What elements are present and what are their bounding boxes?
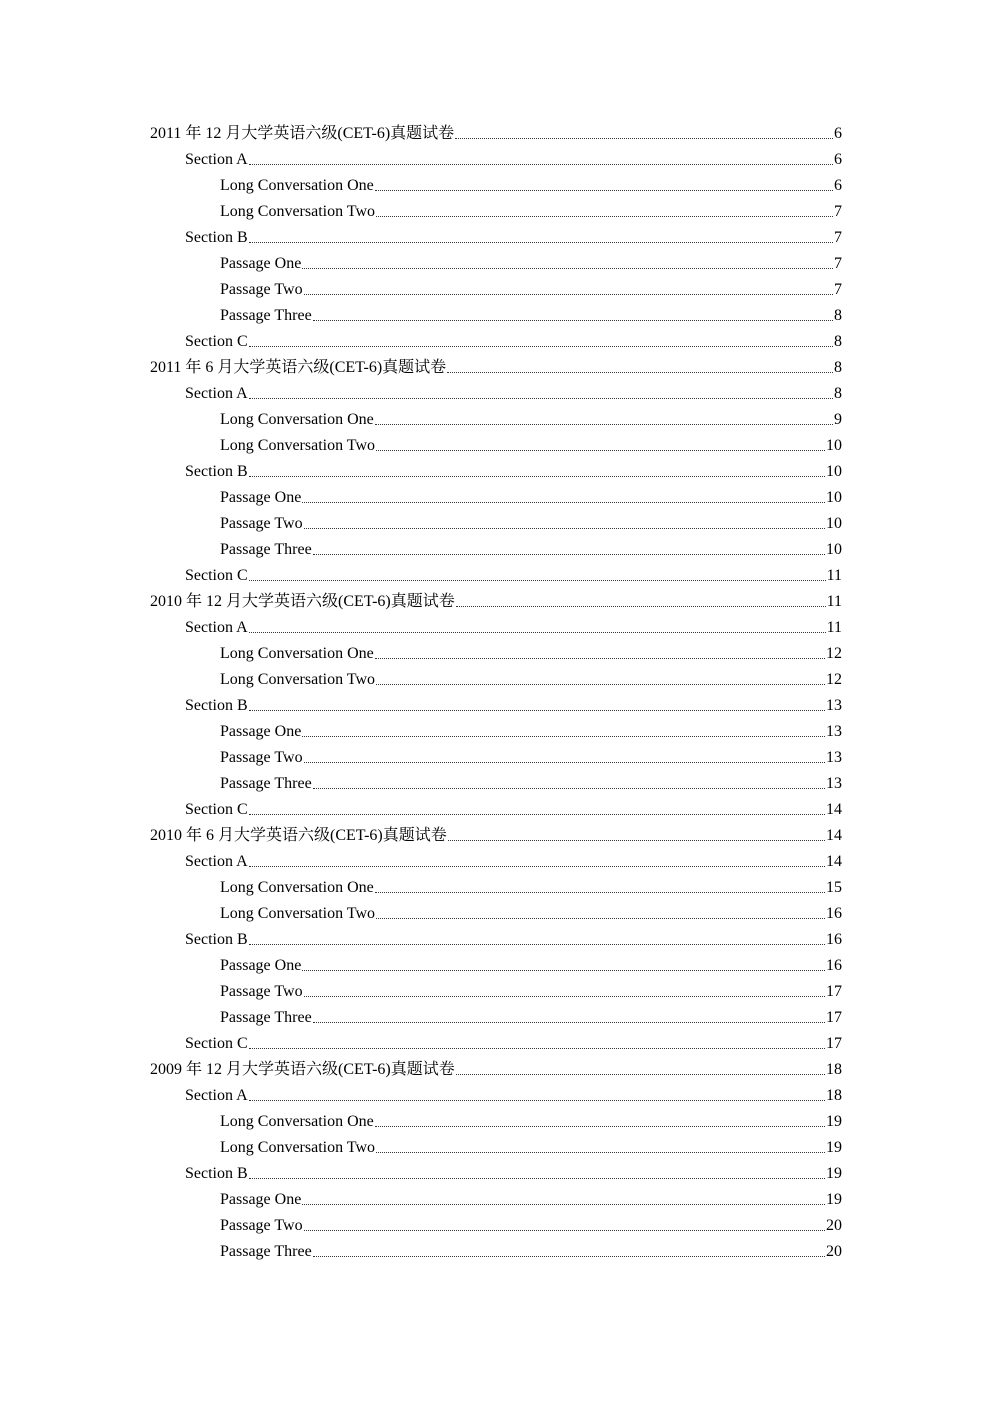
toc-dot-leader <box>376 684 825 685</box>
toc-entry-item[interactable] <box>150 303 842 329</box>
toc-entry-label: Section B <box>185 697 248 714</box>
toc-dot-leader <box>302 970 825 971</box>
toc-entry-label: Passage Two <box>220 1217 303 1234</box>
toc-entry-exam[interactable] <box>150 355 842 381</box>
toc-dot-leader <box>249 398 833 399</box>
toc-page-number: 17 <box>826 1009 842 1026</box>
toc-entry-item[interactable] <box>150 277 842 303</box>
toc-entry-section[interactable] <box>150 927 842 953</box>
toc-entry-label: Section B <box>185 931 248 948</box>
table-of-contents <box>150 121 842 1265</box>
toc-dot-leader <box>249 164 833 165</box>
toc-dot-leader <box>249 814 825 815</box>
toc-dot-leader <box>448 840 825 841</box>
toc-entry-item[interactable] <box>150 1187 842 1213</box>
toc-page-number: 18 <box>826 1087 842 1104</box>
toc-dot-leader <box>313 554 825 555</box>
toc-entry-label: Section A <box>185 619 248 636</box>
toc-entry-item[interactable] <box>150 485 842 511</box>
toc-entry-item[interactable] <box>150 537 842 563</box>
toc-dot-leader <box>302 502 825 503</box>
toc-entry-item[interactable] <box>150 511 842 537</box>
toc-entry-label: Passage One <box>220 255 302 272</box>
toc-dot-leader <box>304 762 825 763</box>
toc-dot-leader <box>304 996 825 997</box>
toc-dot-leader <box>302 268 833 269</box>
toc-dot-leader <box>304 1230 825 1231</box>
toc-entry-label: Section C <box>185 567 248 584</box>
toc-dot-leader <box>376 216 833 217</box>
toc-dot-leader <box>456 606 826 607</box>
toc-entry-exam[interactable] <box>150 1057 842 1083</box>
toc-entry-label: Passage One <box>220 1191 302 1208</box>
toc-dot-leader <box>375 190 833 191</box>
toc-entry-label: Passage Two <box>220 749 303 766</box>
toc-dot-leader <box>249 944 825 945</box>
toc-page-number: 16 <box>826 931 842 948</box>
toc-entry-item[interactable] <box>150 199 842 225</box>
toc-entry-item[interactable] <box>150 251 842 277</box>
toc-page-number: 19 <box>826 1113 842 1130</box>
toc-dot-leader <box>249 1048 825 1049</box>
toc-page-number: 6 <box>834 125 842 142</box>
toc-entry-label: Section C <box>185 1035 248 1052</box>
toc-dot-leader <box>376 918 825 919</box>
toc-page-number: 17 <box>826 983 842 1000</box>
toc-entry-section[interactable] <box>150 225 842 251</box>
toc-dot-leader <box>249 346 833 347</box>
toc-page-number: 10 <box>826 515 842 532</box>
toc-page-number: 14 <box>826 853 842 870</box>
toc-page-number: 19 <box>826 1165 842 1182</box>
toc-entry-label: Passage Three <box>220 307 312 324</box>
toc-entry-label: Section A <box>185 151 248 168</box>
toc-entry-item[interactable] <box>150 173 842 199</box>
toc-entry-label: Passage One <box>220 957 302 974</box>
toc-page-number: 7 <box>834 281 842 298</box>
toc-entry-label: 2011 年 6 月大学英语六级(CET-6)真题试卷 <box>150 359 447 376</box>
toc-entry-section[interactable] <box>150 381 842 407</box>
toc-entry-item[interactable] <box>150 979 842 1005</box>
toc-entry-label: Section B <box>185 1165 248 1182</box>
toc-page-number: 10 <box>826 489 842 506</box>
toc-page-number: 8 <box>834 333 842 350</box>
toc-dot-leader <box>249 580 826 581</box>
toc-entry-label: 2011 年 12 月大学英语六级(CET-6)真题试卷 <box>150 125 455 142</box>
toc-dot-leader <box>376 1152 825 1153</box>
toc-entry-item[interactable] <box>150 433 842 459</box>
toc-entry-label: Passage Two <box>220 515 303 532</box>
toc-page-number: 13 <box>826 697 842 714</box>
toc-page-number: 15 <box>826 879 842 896</box>
toc-page-number: 10 <box>826 463 842 480</box>
toc-page-number: 7 <box>834 203 842 220</box>
toc-entry-label: Passage Two <box>220 983 303 1000</box>
toc-entry-section[interactable] <box>150 1083 842 1109</box>
toc-entry-label: Passage Two <box>220 281 303 298</box>
toc-page-number: 6 <box>834 151 842 168</box>
toc-page-number: 10 <box>826 437 842 454</box>
toc-entry-label: Long Conversation One <box>220 1113 374 1130</box>
toc-dot-leader <box>302 1204 825 1205</box>
toc-entry-label: Section C <box>185 801 248 818</box>
toc-dot-leader <box>375 892 825 893</box>
toc-entry-section[interactable] <box>150 849 842 875</box>
toc-page-number: 9 <box>834 411 842 428</box>
toc-entry-label: Long Conversation One <box>220 645 374 662</box>
toc-entry-exam[interactable] <box>150 589 842 615</box>
toc-dot-leader <box>456 1074 825 1075</box>
toc-dot-leader <box>375 424 833 425</box>
toc-dot-leader <box>455 138 833 139</box>
toc-page-number: 13 <box>826 749 842 766</box>
toc-dot-leader <box>249 242 833 243</box>
toc-page-number: 12 <box>826 645 842 662</box>
toc-entry-label: 2010 年 12 月大学英语六级(CET-6)真题试卷 <box>150 593 455 610</box>
toc-entry-exam[interactable] <box>150 121 842 147</box>
toc-entry-section[interactable] <box>150 797 842 823</box>
toc-dot-leader <box>302 736 825 737</box>
toc-page-number: 6 <box>834 177 842 194</box>
toc-entry-label: Passage One <box>220 489 302 506</box>
toc-dot-leader <box>313 1256 825 1257</box>
toc-entry-label: Long Conversation Two <box>220 671 376 688</box>
toc-dot-leader <box>249 1100 825 1101</box>
toc-page-number: 14 <box>826 827 842 844</box>
toc-entry-section[interactable] <box>150 1031 842 1057</box>
toc-entry-section[interactable] <box>150 563 842 589</box>
toc-entry-label: Section A <box>185 853 248 870</box>
toc-dot-leader <box>249 866 825 867</box>
toc-dot-leader <box>375 1126 825 1127</box>
toc-page-number: 17 <box>826 1035 842 1052</box>
toc-page-number: 11 <box>826 593 842 610</box>
toc-entry-item[interactable] <box>150 875 842 901</box>
toc-entry-section[interactable] <box>150 693 842 719</box>
toc-entry-label: Passage Three <box>220 775 312 792</box>
toc-page-number: 8 <box>834 385 842 402</box>
toc-page-number: 19 <box>826 1139 842 1156</box>
toc-entry-label: Long Conversation Two <box>220 203 376 220</box>
toc-page-number: 10 <box>826 541 842 558</box>
toc-entry-label: Passage Three <box>220 541 312 558</box>
toc-entry-item[interactable] <box>150 1135 842 1161</box>
toc-entry-label: 2009 年 12 月大学英语六级(CET-6)真题试卷 <box>150 1061 455 1078</box>
toc-page-number: 16 <box>826 905 842 922</box>
toc-entry-section[interactable] <box>150 1161 842 1187</box>
toc-dot-leader <box>249 710 825 711</box>
toc-entry-label: Long Conversation Two <box>220 1139 376 1156</box>
toc-page-number: 14 <box>826 801 842 818</box>
toc-page-number: 16 <box>826 957 842 974</box>
toc-page-number: 13 <box>826 775 842 792</box>
toc-entry-section[interactable] <box>150 147 842 173</box>
toc-dot-leader <box>313 320 833 321</box>
toc-dot-leader <box>376 450 825 451</box>
toc-entry-item[interactable] <box>150 1109 842 1135</box>
toc-entry-item[interactable] <box>150 1239 842 1265</box>
toc-page-number: 20 <box>826 1243 842 1260</box>
toc-dot-leader <box>249 476 825 477</box>
toc-entry-label: Long Conversation One <box>220 879 374 896</box>
toc-entry-label: Long Conversation Two <box>220 437 376 454</box>
toc-entry-label: Section A <box>185 1087 248 1104</box>
toc-page-number: 7 <box>834 255 842 272</box>
toc-entry-item[interactable] <box>150 1213 842 1239</box>
toc-entry-label: Section A <box>185 385 248 402</box>
toc-entry-item[interactable] <box>150 667 842 693</box>
toc-page-number: 11 <box>826 567 842 584</box>
toc-entry-label: Section B <box>185 229 248 246</box>
toc-page-number: 7 <box>834 229 842 246</box>
toc-entry-item[interactable] <box>150 901 842 927</box>
toc-entry-item[interactable] <box>150 953 842 979</box>
toc-dot-leader <box>375 658 825 659</box>
toc-entry-section[interactable] <box>150 459 842 485</box>
toc-dot-leader <box>249 632 826 633</box>
toc-entry-label: Long Conversation One <box>220 177 374 194</box>
toc-entry-label: Section C <box>185 333 248 350</box>
toc-page-number: 19 <box>826 1191 842 1208</box>
toc-dot-leader <box>313 788 825 789</box>
toc-page-number: 8 <box>834 359 842 376</box>
toc-entry-label: Long Conversation Two <box>220 905 376 922</box>
toc-page-number: 20 <box>826 1217 842 1234</box>
toc-dot-leader <box>304 528 825 529</box>
toc-page-number: 11 <box>826 619 842 636</box>
toc-entry-label: Section B <box>185 463 248 480</box>
toc-dot-leader <box>447 372 833 373</box>
toc-entry-item[interactable] <box>150 771 842 797</box>
toc-entry-label: 2010 年 6 月大学英语六级(CET-6)真题试卷 <box>150 827 447 844</box>
toc-dot-leader <box>313 1022 825 1023</box>
toc-entry-label: Long Conversation One <box>220 411 374 428</box>
toc-dot-leader <box>249 1178 825 1179</box>
toc-page-number: 8 <box>834 307 842 324</box>
toc-page-number: 18 <box>826 1061 842 1078</box>
toc-entry-exam[interactable] <box>150 823 842 849</box>
toc-entry-label: Passage One <box>220 723 302 740</box>
toc-page-number: 13 <box>826 723 842 740</box>
toc-page-number: 12 <box>826 671 842 688</box>
toc-entry-label: Passage Three <box>220 1243 312 1260</box>
toc-entry-item[interactable] <box>150 745 842 771</box>
toc-entry-section[interactable] <box>150 329 842 355</box>
toc-entry-label: Passage Three <box>220 1009 312 1026</box>
toc-entry-section[interactable] <box>150 615 842 641</box>
toc-entry-item[interactable] <box>150 407 842 433</box>
toc-entry-item[interactable] <box>150 719 842 745</box>
toc-entry-item[interactable] <box>150 641 842 667</box>
toc-dot-leader <box>304 294 833 295</box>
toc-entry-item[interactable] <box>150 1005 842 1031</box>
